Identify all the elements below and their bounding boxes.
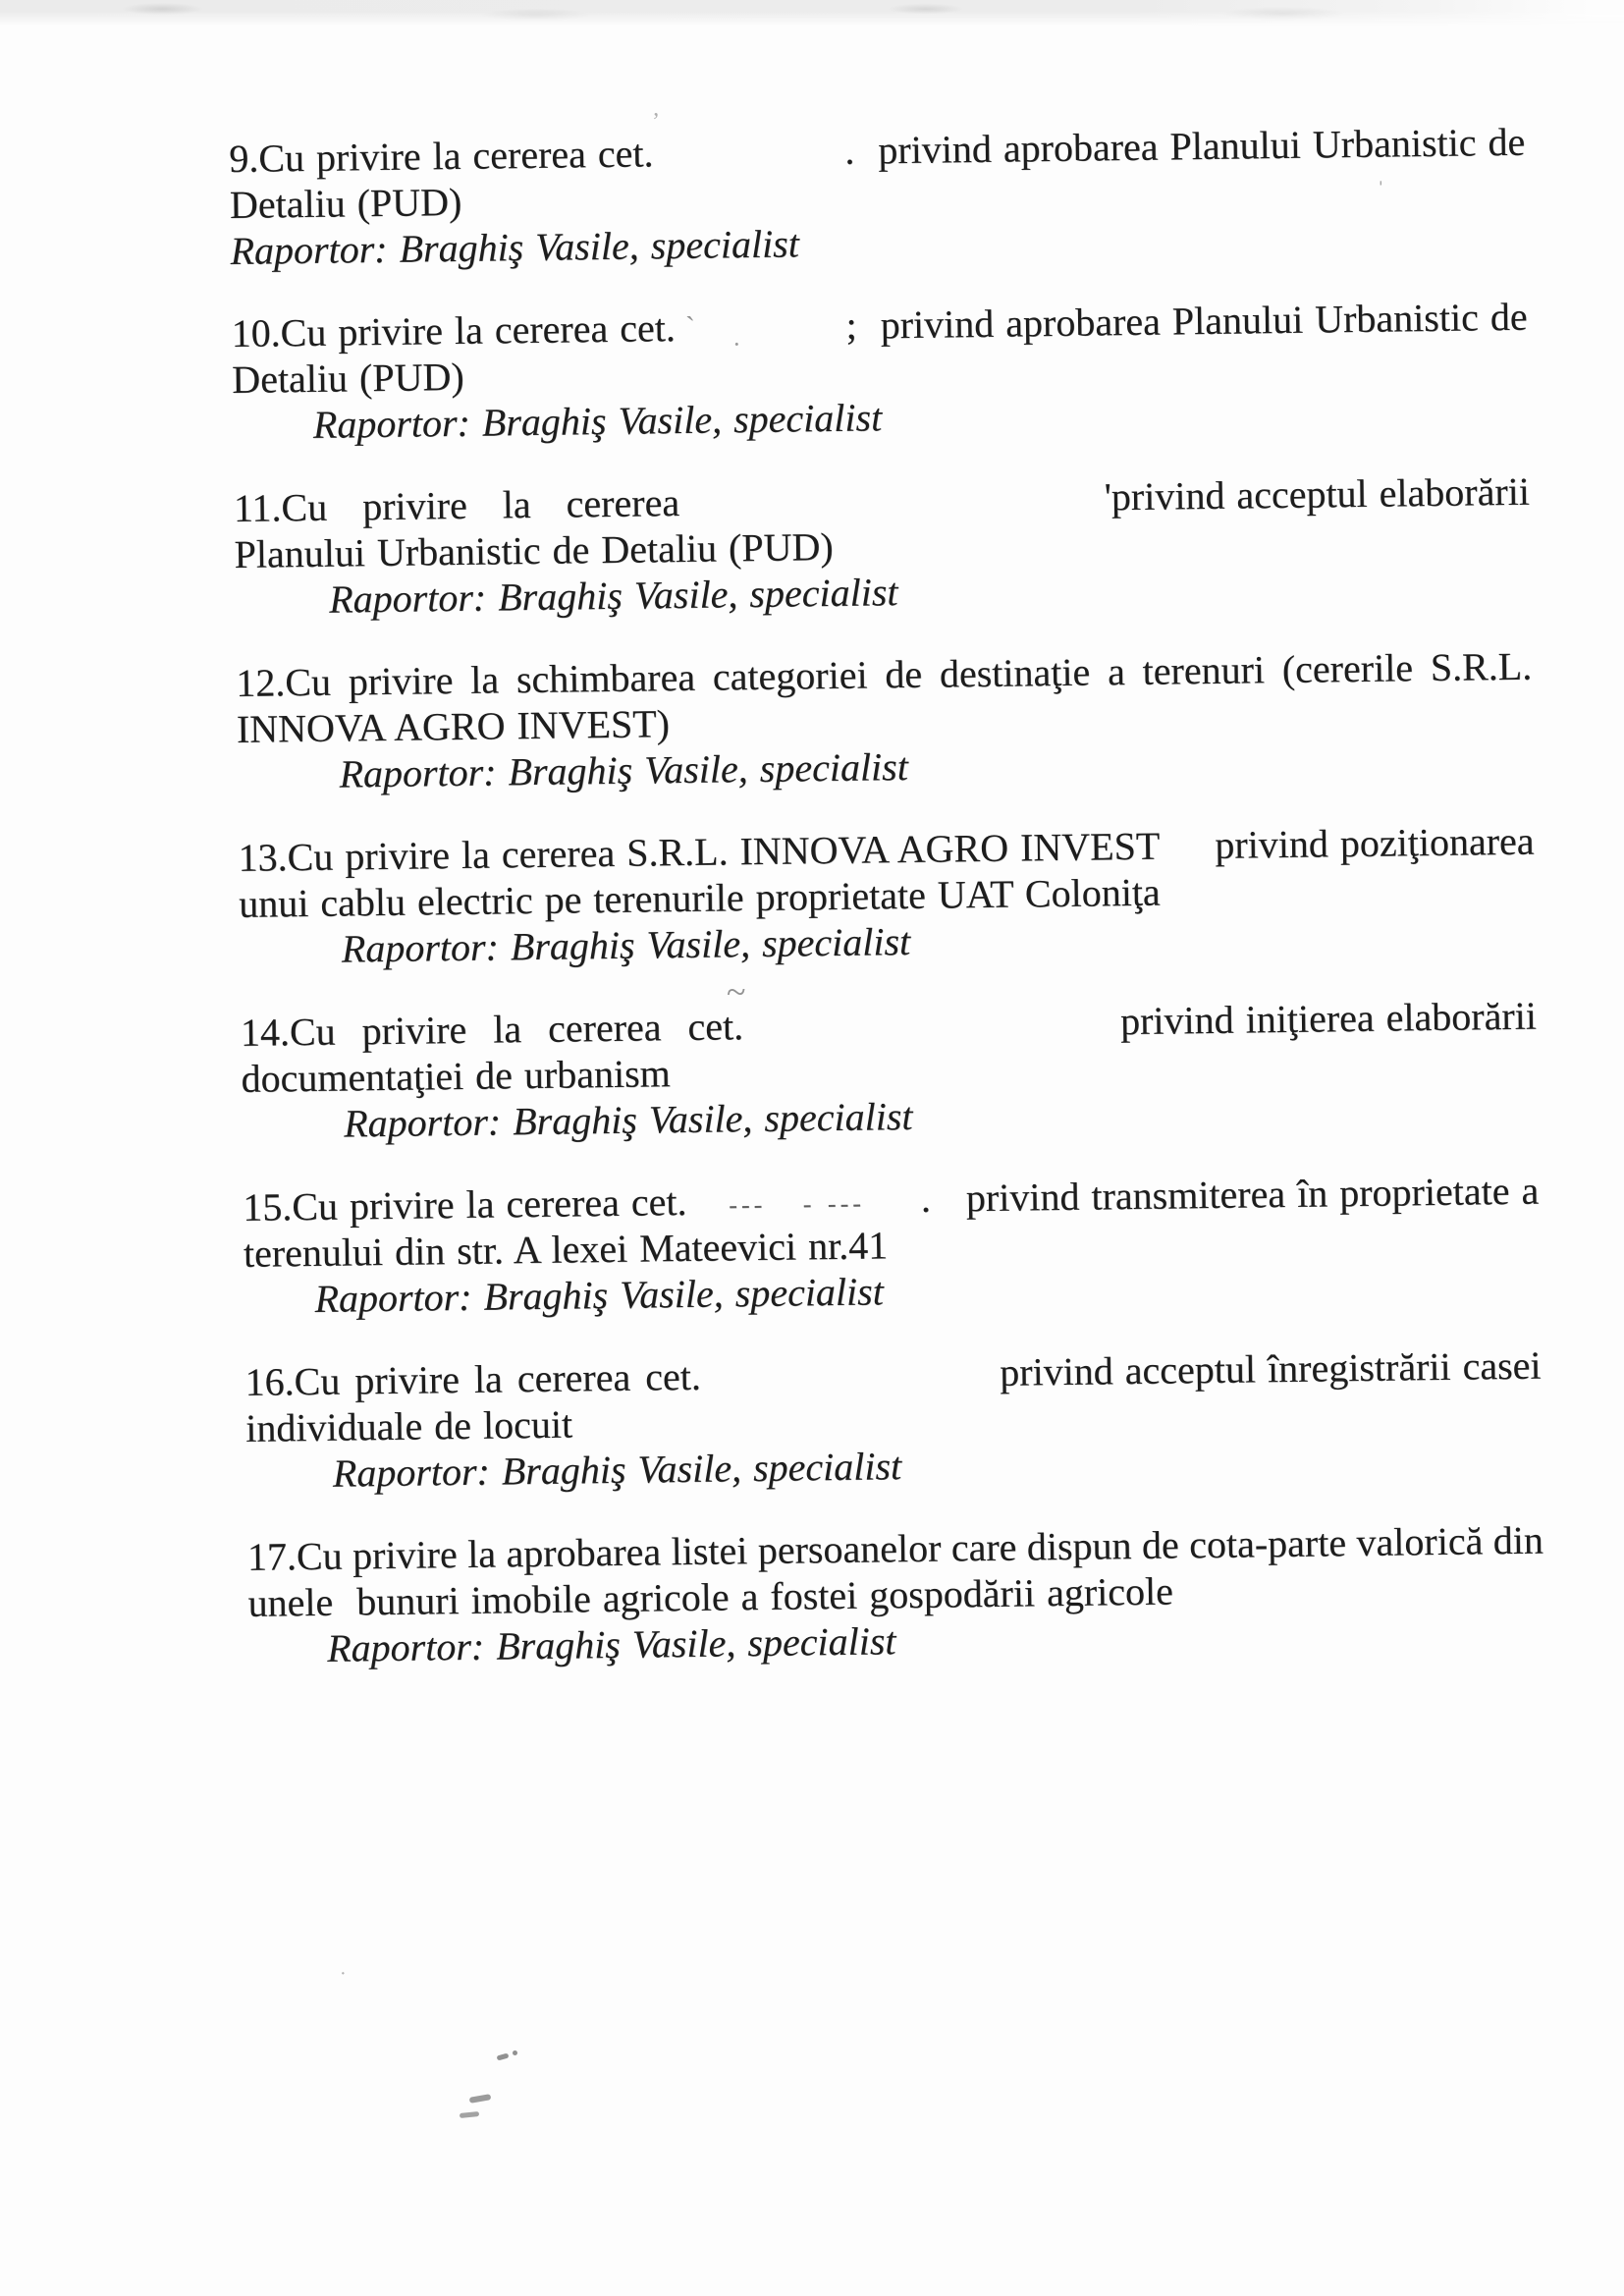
item-raportor: Raportor: Braghiş Vasile, specialist	[341, 918, 911, 971]
agenda-item	[234, 468, 1532, 624]
item-line2: terenului din str. A lexei Mateevici nr.41	[243, 1223, 889, 1276]
item-line2: individuale de locuit	[244, 1401, 573, 1450]
scan-speck	[460, 2111, 479, 2118]
agenda-item	[238, 818, 1536, 973]
item-line1-right: . privind aprobarea Planului Urbanistic de	[844, 119, 1526, 173]
item-line2: unele bunuri imobile agricole a fostei gospodării agricole	[247, 1568, 1174, 1625]
item-line1-right: 'privind acceptul elaborării	[1104, 468, 1531, 519]
item-line1-left: 12.Cu privire la schimbarea categoriei de destinaţie a terenuri (cererile S.R.L.	[236, 643, 1533, 705]
scan-speck: ·	[340, 1963, 347, 1985]
item-line1-left: 10.Cu privire la cererea cet.	[231, 305, 677, 355]
item-raportor: Raportor: Braghiş Vasile, specialist	[343, 1093, 913, 1146]
item-line1-left: 15.Cu privire la cererea cet.	[242, 1178, 687, 1230]
agenda-item	[241, 993, 1539, 1148]
item-raportor: Raportor: Braghiş Vasile, specialist	[332, 1444, 902, 1496]
agenda-item	[244, 1342, 1543, 1498]
scan-speck: ˈ	[1377, 177, 1385, 205]
item-line1-left: 13.Cu privire la cererea S.R.L. INNOVA AGRO INVEST	[238, 823, 1161, 880]
item-line1-right: privind poziţionarea	[1215, 818, 1535, 867]
agenda-item	[229, 119, 1527, 274]
scan-speck: ʼ	[652, 109, 660, 135]
item-raportor: Raportor: Braghiş Vasile, specialist	[314, 1269, 885, 1321]
item-line1-right: privind acceptul înregistrării casei	[999, 1342, 1542, 1394]
agenda-item	[236, 643, 1534, 798]
item-line2: Planului Urbanistic de Detaliu (PUD)	[234, 523, 834, 576]
item-line2: INNOVA AGRO INVEST)	[236, 701, 671, 751]
item-raportor: Raportor: Braghiş Vasile, specialist	[326, 1618, 896, 1670]
item-line1-right: . privind transmiterea în proprietate a	[920, 1168, 1540, 1221]
item-line2: Detaliu (PUD)	[231, 354, 464, 402]
agenda-item	[247, 1517, 1545, 1672]
scan-speck	[513, 2050, 517, 2055]
item-raportor: Raportor: Braghiş Vasile, specialist	[312, 395, 883, 447]
scan-speck: ~	[727, 972, 746, 1011]
item-line1-left: 14.Cu privire la cererea cet.	[240, 1004, 744, 1055]
scan-speck: ˏ	[685, 289, 695, 321]
item-raportor: Raportor: Braghiş Vasile, specialist	[230, 221, 800, 273]
scan-speck	[497, 2053, 510, 2061]
item-line1-left: 11.Cu privire la cererea	[233, 480, 680, 530]
item-line1-left: 9.Cu privire la cererea cet.	[229, 131, 654, 181]
item-raportor: Raportor: Braghiş Vasile, specialist	[328, 570, 898, 622]
item-line2: documentaţiei de urbanism	[241, 1051, 672, 1101]
item-line1-left: 16.Cu privire la cererea cet.	[244, 1353, 702, 1404]
item-line1-left: 17.Cu privire la aprobarea listei persoanelor care dispun de cota-parte valorică din	[246, 1517, 1544, 1579]
item-line1-redaction-marks: --- - ---	[729, 1188, 866, 1220]
item-line1-right: ; privind aprobarea Planului Urbanistic de	[845, 294, 1528, 348]
agenda-item	[231, 294, 1529, 449]
item-line1-right: privind iniţierea elaborării	[1119, 993, 1538, 1044]
item-line2: Detaliu (PUD)	[229, 179, 462, 227]
agenda-item	[243, 1168, 1541, 1323]
scan-speck: ·	[732, 330, 741, 358]
item-raportor: Raportor: Braghiş Vasile, specialist	[339, 744, 909, 796]
scanner-edge-band	[0, 0, 1624, 26]
item-line2: unui cablu electric pe terenurile proprietate UAT Coloniţa	[238, 869, 1161, 926]
agenda-list	[229, 119, 1545, 1709]
scan-speck	[469, 2094, 492, 2104]
